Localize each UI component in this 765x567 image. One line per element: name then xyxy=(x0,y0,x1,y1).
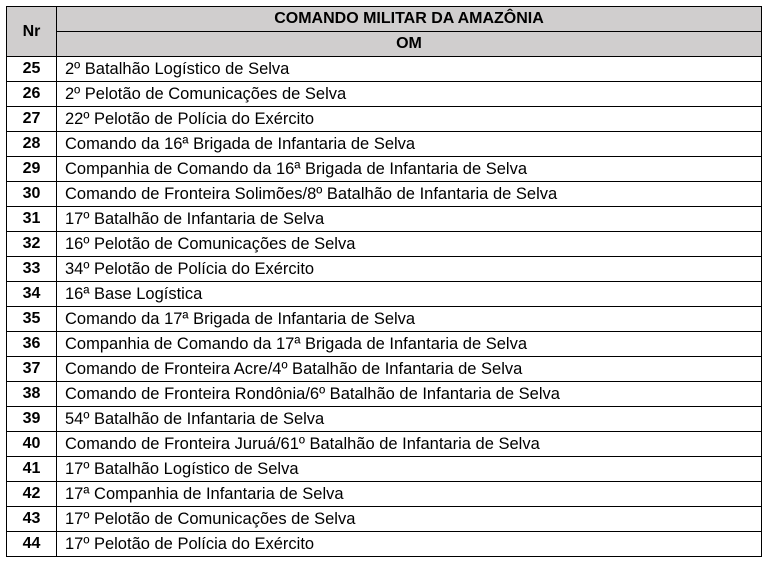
table-row xyxy=(7,107,762,132)
row-om-name: Comando da 16ª Brigada de Infantaria de Selva xyxy=(57,132,762,157)
row-number: 27 xyxy=(7,107,57,132)
row-om-name: 22º Pelotão de Polícia do Exército xyxy=(57,107,762,132)
row-om-name: 2º Batalhão Logístico de Selva xyxy=(57,57,762,82)
row-number: 44 xyxy=(7,532,57,557)
row-number: 26 xyxy=(7,82,57,107)
row-om-name: Companhia de Comando da 16ª Brigada de Infantaria de Selva xyxy=(57,157,762,182)
table-row xyxy=(7,357,762,382)
table-row xyxy=(7,482,762,507)
table-row xyxy=(7,182,762,207)
row-number: 38 xyxy=(7,382,57,407)
row-number: 40 xyxy=(7,432,57,457)
table-row xyxy=(7,82,762,107)
table-row xyxy=(7,57,762,82)
row-om-name: 16ª Base Logística xyxy=(57,282,762,307)
table-row xyxy=(7,457,762,482)
row-om-name: Comando de Fronteira Rondônia/6º Batalhão de Infantaria de Selva xyxy=(57,382,762,407)
row-om-name: 17º Pelotão de Comunicações de Selva xyxy=(57,507,762,532)
header-row-om xyxy=(7,32,762,57)
row-om-name: 54º Batalhão de Infantaria de Selva xyxy=(57,407,762,432)
table-row xyxy=(7,257,762,282)
row-om-name: Comando de Fronteira Acre/4º Batalhão de Infantaria de Selva xyxy=(57,357,762,382)
header-om: OM xyxy=(57,32,762,57)
table-row xyxy=(7,407,762,432)
table-row xyxy=(7,232,762,257)
row-number: 32 xyxy=(7,232,57,257)
header-nr: Nr xyxy=(7,7,57,57)
row-number: 29 xyxy=(7,157,57,182)
table-row xyxy=(7,432,762,457)
row-number: 41 xyxy=(7,457,57,482)
row-number: 28 xyxy=(7,132,57,157)
table-row xyxy=(7,332,762,357)
row-om-name: Comando da 17ª Brigada de Infantaria de Selva xyxy=(57,307,762,332)
row-number: 33 xyxy=(7,257,57,282)
row-number: 37 xyxy=(7,357,57,382)
row-om-name: Comando de Fronteira Solimões/8º Batalhão de Infantaria de Selva xyxy=(57,182,762,207)
row-om-name: 17ª Companhia de Infantaria de Selva xyxy=(57,482,762,507)
row-number: 30 xyxy=(7,182,57,207)
row-om-name: 2º Pelotão de Comunicações de Selva xyxy=(57,82,762,107)
row-number: 36 xyxy=(7,332,57,357)
row-number: 34 xyxy=(7,282,57,307)
table-row xyxy=(7,382,762,407)
table-body xyxy=(7,57,762,557)
row-number: 43 xyxy=(7,507,57,532)
table-row xyxy=(7,207,762,232)
row-om-name: 17º Pelotão de Polícia do Exército xyxy=(57,532,762,557)
table-row xyxy=(7,307,762,332)
row-number: 35 xyxy=(7,307,57,332)
row-number: 39 xyxy=(7,407,57,432)
row-number: 31 xyxy=(7,207,57,232)
table-row xyxy=(7,157,762,182)
table-row xyxy=(7,132,762,157)
table-header xyxy=(7,7,762,57)
row-om-name: 17º Batalhão Logístico de Selva xyxy=(57,457,762,482)
row-number: 25 xyxy=(7,57,57,82)
row-om-name: 16º Pelotão de Comunicações de Selva xyxy=(57,232,762,257)
header-title: COMANDO MILITAR DA AMAZÔNIA xyxy=(57,7,762,32)
row-om-name: 17º Batalhão de Infantaria de Selva xyxy=(57,207,762,232)
om-table xyxy=(6,6,762,557)
table-row xyxy=(7,507,762,532)
row-om-name: 34º Pelotão de Polícia do Exército xyxy=(57,257,762,282)
row-om-name: Companhia de Comando da 17ª Brigada de Infantaria de Selva xyxy=(57,332,762,357)
row-number: 42 xyxy=(7,482,57,507)
row-om-name: Comando de Fronteira Juruá/61º Batalhão de Infantaria de Selva xyxy=(57,432,762,457)
table-row xyxy=(7,282,762,307)
table-row xyxy=(7,532,762,557)
header-row-title xyxy=(7,7,762,32)
